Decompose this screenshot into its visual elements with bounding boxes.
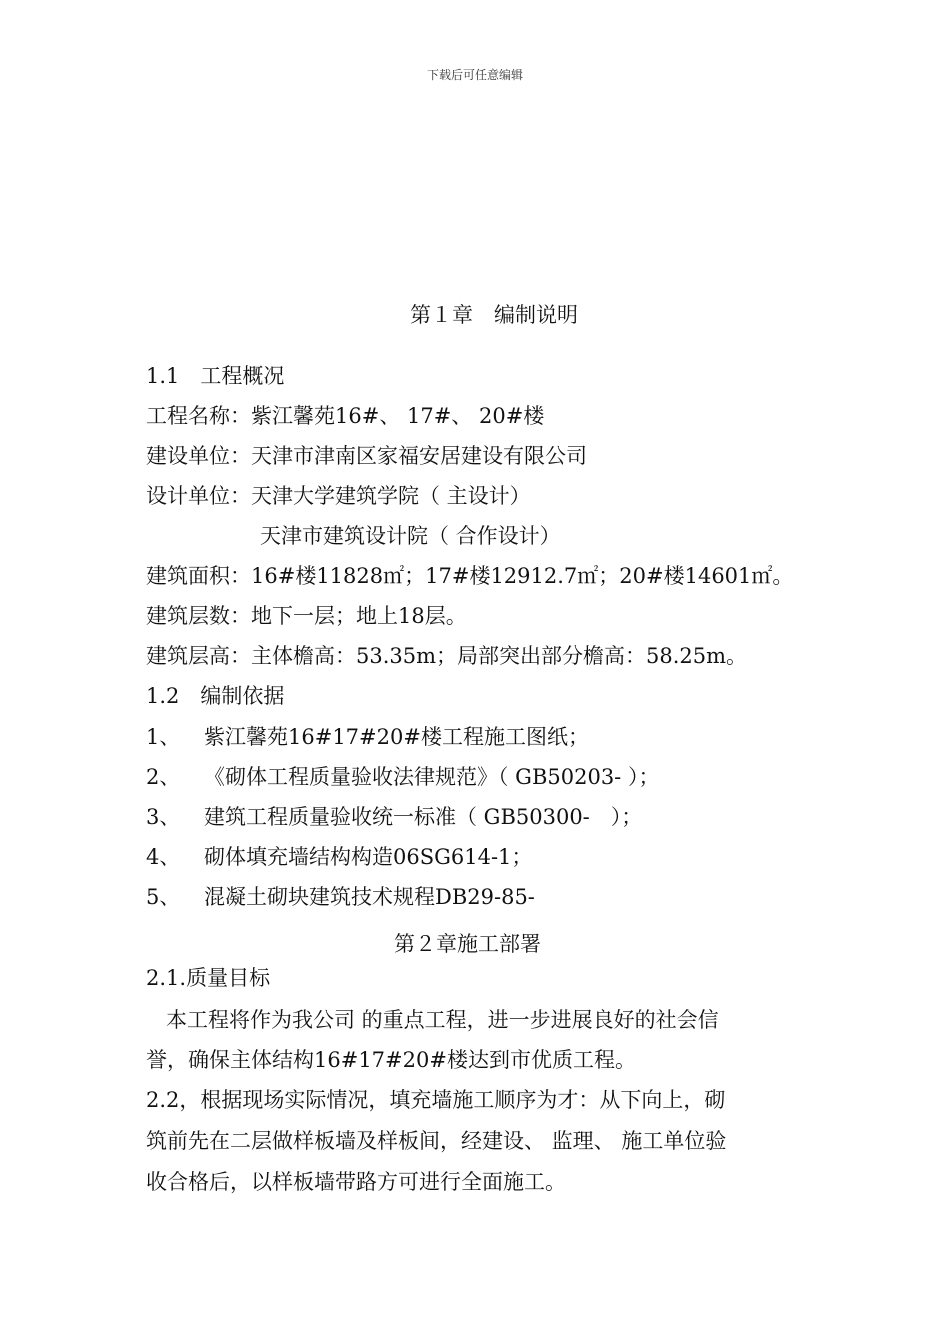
chapter-1-title: 第１章 编制说明 (410, 303, 578, 327)
section-1-1-heading: 1.1 工程概况 (146, 364, 285, 388)
basis-item-text: 《砌体工程质量验收法律规范》（ GB50203- ）； (204, 765, 660, 789)
construction-order-line-3: 收合格后，以样板墙带路方可进行全面施工。 (146, 1170, 566, 1194)
basis-item-number: 2、 (146, 765, 181, 789)
quality-goal-line-2: 誉，确保主体结构16#17#20#楼达到市优质工程。 (146, 1048, 636, 1072)
construction-order-line-1: 2.2，根据现场实际情况，填充墙施工顺序为才：从下向上，砌 (146, 1088, 726, 1112)
building-area-line: 建筑面积：16#楼11828㎡；17#楼12912.7㎡；20#楼14601㎡。 (146, 564, 794, 588)
construction-order-line-2: 筑前先在二层做样板墙及样板间，经建设、 监理、 施工单位验 (146, 1129, 727, 1153)
building-height-line: 建筑层高：主体檐高：53.35m；局部突出部分檐高：58.25m。 (146, 644, 748, 668)
quality-goal-line-1: 本工程将作为我公司 的重点工程，进一步进展良好的社会信 (166, 1008, 719, 1032)
basis-item (146, 847, 532, 868)
basis-item-text: 砌体填充墙结构构造06SG614-1； (204, 845, 533, 869)
project-name-line: 工程名称：紫江馨苑16#、 17#、 20#楼 (146, 404, 545, 428)
basis-item-number: 4、 (146, 845, 181, 869)
co-designer-line: 天津市建筑设计院（ 合作设计） (260, 524, 561, 548)
page-header: 下载后可任意编辑 (426, 68, 523, 82)
section-1-2-heading: 1.2 编制依据 (146, 684, 285, 708)
basis-item-number: 3、 (146, 805, 181, 829)
owner-line: 建设单位：天津市津南区家福安居建设有限公司 (146, 444, 587, 468)
basis-item-number: 1、 (146, 725, 181, 749)
basis-item-number: 5、 (146, 885, 181, 909)
chapter-2-title: 第２章施工部署 (394, 932, 541, 956)
building-floors-line: 建筑层数：地下一层；地上18层。 (146, 604, 467, 628)
basis-item-text: 紫江馨苑16#17#20#楼工程施工图纸； (204, 725, 589, 749)
designer-line: 设计单位：天津大学建筑学院（ 主设计） (146, 484, 531, 508)
basis-item (146, 887, 535, 908)
basis-item (146, 807, 642, 828)
basis-item-text: 建筑工程质量验收统一标准（ GB50300- ）； (204, 805, 643, 829)
basis-item-text: 混凝土砌块建筑技术规程DB29-85- (204, 885, 535, 909)
section-2-1-heading: 2.1.质量目标 (146, 966, 271, 990)
basis-item (146, 727, 589, 748)
basis-item (146, 767, 659, 788)
